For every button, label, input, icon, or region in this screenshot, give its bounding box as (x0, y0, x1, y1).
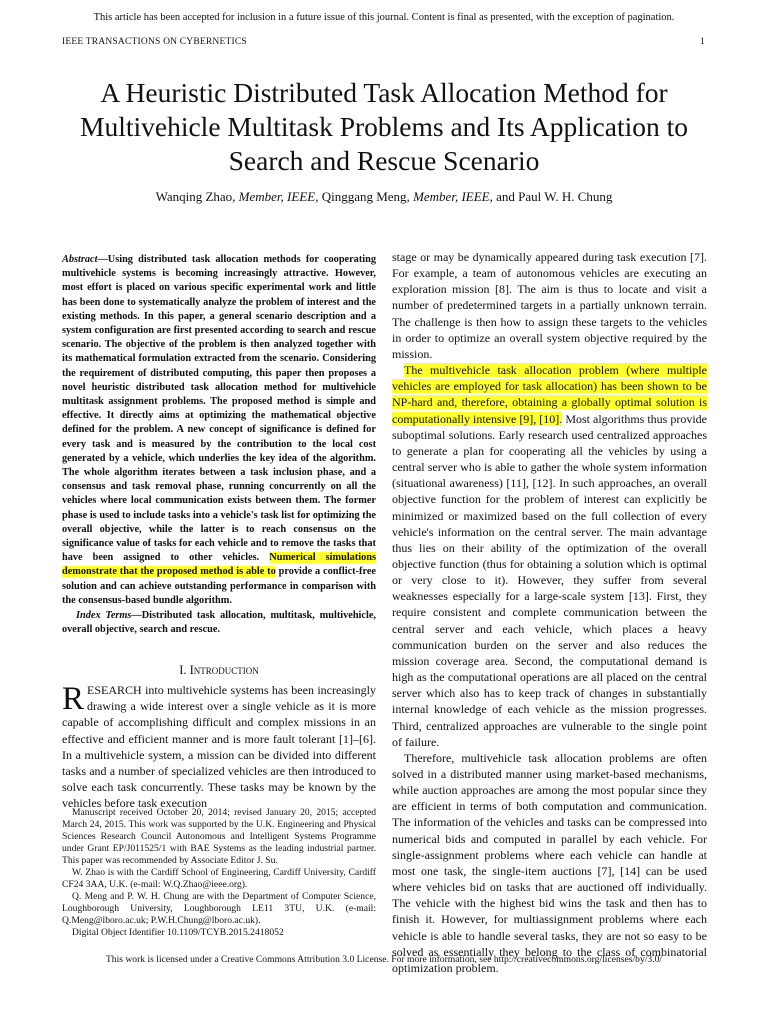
footnote-author-meng-chung: Q. Meng and P. W. H. Chung are with the Department of Computer Science, Loughborough University, Loughborough LE11 3TU, U.K. (e-mail: Q.Meng@lboro.ac.uk; P.W.H.Chung@lboro.ac.uk). (62, 891, 376, 926)
paragraph-text: Most algorithms thus provide suboptimal solutions. Early research used centralized approaches to generate a plan for cooperating all the vehicles by using a central server who is able to gather the whole system information (situational awareness) [11], [12]. In such approaches, an overall objective function for the problem of interest can explicitly be minimized or maximized based on the full collection of every vehicle's information on the central server. The main advantage thus lies on their ability of the optimization of the overall objective function (thus for obtaining a solution which is optimal or very close to it). However, they suffer from several weaknesses especially for a large-scale system [13]. First, they require consistent and complete communication between the central server and each vehicle, which places a heavy communication burden on the server and also reduces the mission coverage area. Second, the computational demand is high as the computational operations are all placed on the central server which also has to keep track of changes in substantially internal knowledge of each vehicle as the mission progresses. Third, centralized approaches are vulnerable to the single point of failure. (392, 411, 707, 749)
paper-title: A Heuristic Distributed Task Allocation Method for Multivehicle Multitask Problems and Its Application to Search and Rescue Scenario (80, 77, 688, 176)
author-2: , Qinggang Meng, (315, 189, 414, 204)
section-title: Introduction (189, 663, 259, 677)
author-1: Wanqing Zhao, (155, 189, 239, 204)
section-numeral: I. (179, 663, 190, 677)
index-terms (62, 609, 376, 637)
footnote-doi: Digital Object Identifier 10.1109/TCYB.2015.2418052 (72, 927, 284, 938)
abstract-text: —Using distributed task allocation methods for cooperating multivehicle systems is becoming increasingly attractive. However, most effort is placed on various specific experimental work and little has been done to systematically analyze the problem of interest and the existing methods. In this paper, a general scenario description and a system configuration are first presented according to search and rescue scenario. The objective of the problem is then analyzed together with its mathematical formulation extracted from the scenario. Considering the requirement of distributed computing, this paper then proposes a novel heuristic distributed task allocation method for multivehicle multitask assignment problems. The proposed method is simple and effective. It directly aims at optimizing the mathematical objective defined for the problem. A new concept of significance is defined for every task and is measured by the contribution to the local cost generated by a vehicle, which underlies the key idea of the algorithm. The whole algorithm iterates between a task inclusion phase, and a consensus and task removal phase, running concurrently on all the vehicles where local communication exists between them. The former phase is used to include tasks into a vehicle's task list for optimizing the overall objective, while the latter is to reach consensus on the significance value of tasks for each vehicle and to remove the tasks that have been assigned to other vehicles. (62, 254, 376, 564)
footnote-author-zhao: W. Zhao is with the Cardiff School of Engineering, Cardiff University, Cardiff CF24 3AA, U.K. (e-mail: W.Q.Zhao@ieee.org). (62, 867, 376, 890)
journal-name: IEEE TRANSACTIONS ON CYBERNETICS (62, 37, 247, 47)
abstract-highlight: Numerical simulations demonstrate that the proposed method is able to (62, 552, 377, 578)
abstract (62, 253, 376, 608)
intro-text: ESEARCH into multivehicle systems has been increasingly drawing a wide interest over a single vehicle as it is more capable of accomplishing difficult and complex missions in an effective and efficient manner and is more fault tolerant [1]–[6]. In a multivehicle system, a mission can be divided into different tasks and a number of specialized vehicles are then introduced to solve each task concurrently. These tasks may be known by the vehicles before task execution (62, 683, 376, 811)
author-2-role: Member, IEEE (413, 189, 490, 204)
author-1-role: Member, IEEE (238, 189, 316, 204)
page-number: 1 (700, 37, 705, 47)
section-heading (62, 663, 376, 678)
footnote-manuscript: Manuscript received October 20, 2014; revised January 20, 2015; accepted March 24, 2015. This work was supported by the U.K. Engineering and Physical Sciences Research Council Autonomous and Intelligent Systems Programme under Grant EP/J011525/1 with BAE Systems as the leading industrial partner. This paper was recommended by Associate Editor J. Su. (62, 807, 376, 866)
license-notice: This work is licensed under a Creative Commons Attribution 3.0 License. For more information, see http://creativecommons.org/licenses/by/3.0/ (105, 954, 663, 965)
index-terms-text: —Distributed task allocation, multitask, multivehicle, overall objective, search and rescue. (62, 610, 376, 636)
drop-cap: R (62, 681, 85, 717)
paragraph: stage or may be dynamically appeared during task execution [7]. For example, a team of autonomous vehicles are executing an exploration mission [8]. The aim is thus to locate and visit a number of predetermined targets in a partially unknown terrain. The challenge is then how to assign these targets to the vehicles in order to optimize an overall system objective required by the mission. (392, 250, 707, 361)
author-3: , and Paul W. H. Chung (489, 189, 613, 204)
right-column-body (392, 249, 707, 976)
intro-paragraph (62, 682, 376, 812)
highlighted-text: The multivehicle task allocation problem (where multiple vehicles are employed for task allocation) has been shown to be NP-hard and, therefore, obtaining a globally optimal solution is computationally intensive [9], [10]. (392, 363, 707, 426)
author-list (0, 189, 768, 205)
index-terms-label: Index Terms (76, 610, 132, 621)
acceptance-notice: This article has been accepted for inclusion in a future issue of this journal. Content is final as presented, with the exception of pagination. (93, 12, 675, 23)
footnotes (62, 807, 376, 939)
abstract-text-end: provide a conflict-free solution and can achieve outstanding performance in comparison with the consensus-based bundle algorithm. (62, 566, 376, 606)
paragraph: Therefore, multivehicle task allocation problems are often solved in a distributed manner using market-based mechanisms, while auction approaches are among the most popular since they are efficient in terms of both computation and communication. The information of the vehicles and tasks can be compressed into numerical bids and computed in parallel by each vehicle. For single-assignment problems where each vehicle can handle at most one task, the single-item auctions [7], [14] can be used where vehicles bid on tasks that are auctioned off individually. The vehicle with the highest bid wins the task and then has to finish it. However, for multiassignment problems where each vehicle is able to handle several tasks, they are not so easy to be solved as essentially they belong to the class of combinatorial optimization problem. (392, 750, 707, 975)
paragraph (392, 362, 707, 750)
abstract-label: Abstract (62, 254, 98, 265)
